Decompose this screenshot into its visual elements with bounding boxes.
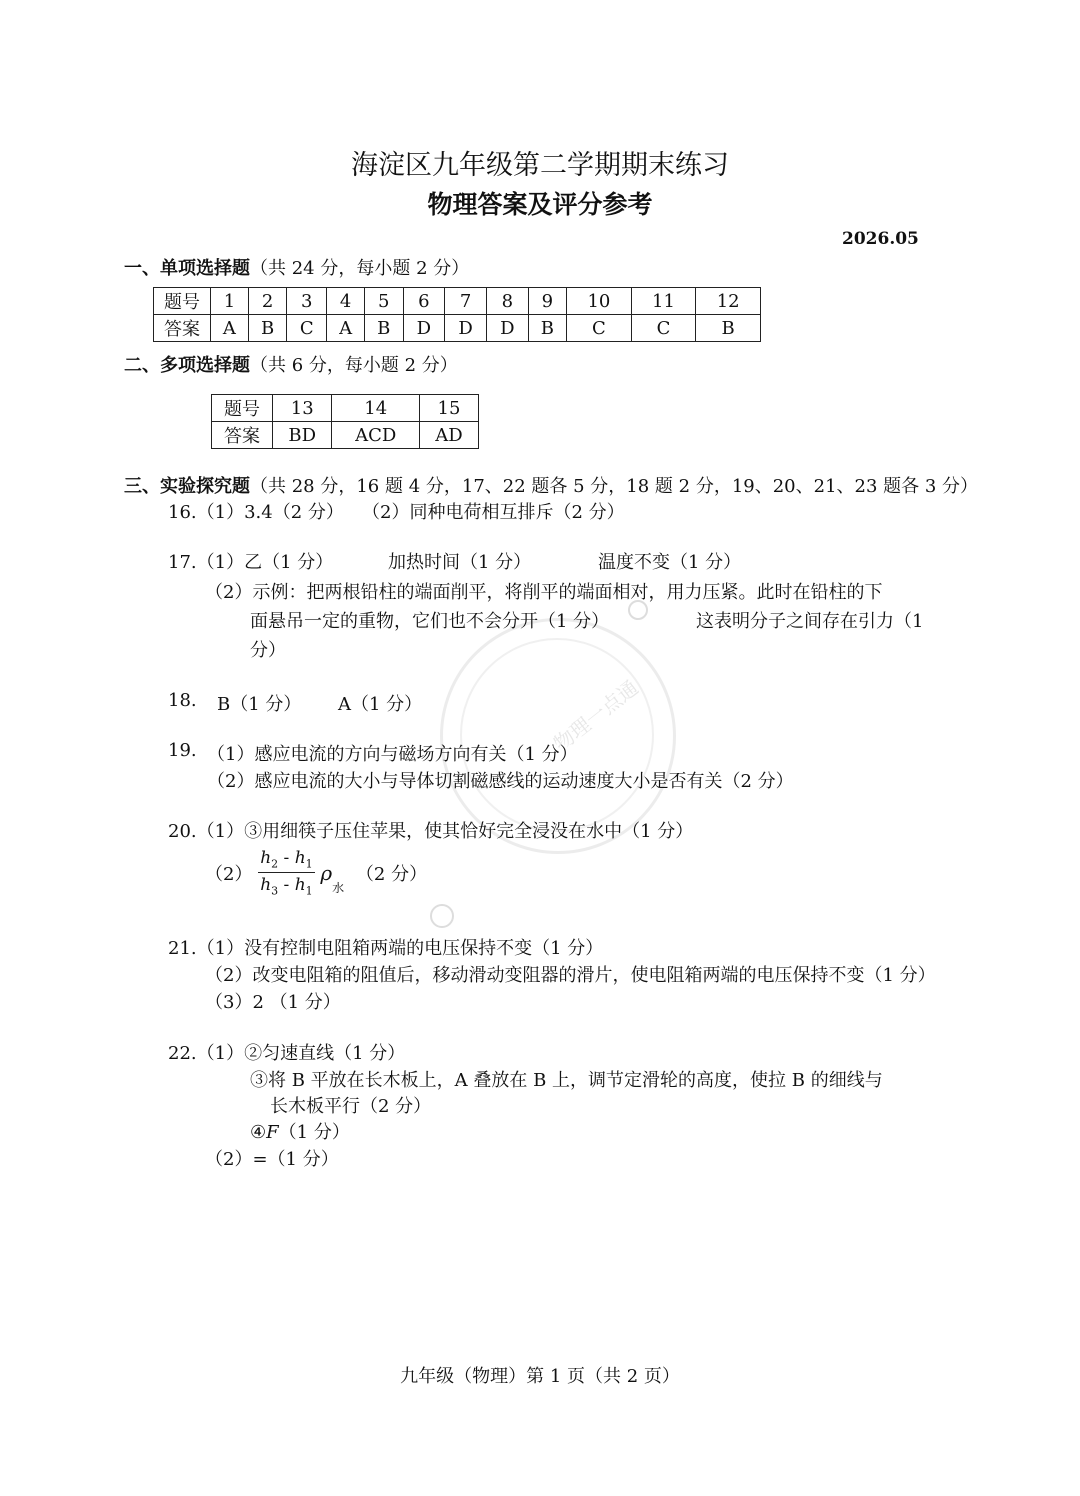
watermark-text: 物理一点通 bbox=[549, 675, 643, 756]
table-cell: 2 bbox=[248, 288, 286, 315]
q20-part2 bbox=[205, 848, 427, 898]
table-cell: 9 bbox=[528, 288, 566, 315]
section2-heading bbox=[124, 351, 458, 377]
q18-number: 18. bbox=[168, 690, 197, 711]
subscript: 1 bbox=[305, 857, 313, 871]
q21-part3: （3）2 （1 分） bbox=[205, 992, 341, 1013]
table-cell: 10 bbox=[567, 288, 632, 315]
table-cell: 13 bbox=[273, 395, 332, 422]
row-label: 题号 bbox=[212, 395, 273, 422]
q18-part1: B（1 分） bbox=[217, 694, 302, 715]
table-cell: 3 bbox=[287, 288, 327, 315]
table-cell: 1 bbox=[211, 288, 249, 315]
rho-subscript: 水 bbox=[332, 880, 345, 895]
table-cell: C bbox=[287, 315, 327, 342]
section1-heading bbox=[124, 254, 469, 280]
q16-part2: （2）同种电荷相互排斥（2 分） bbox=[362, 502, 625, 523]
table-cell: 14 bbox=[332, 395, 420, 422]
section3-note: （共 28 分，16 题 4 分，17、22 题各 5 分，18 题 2 分，19、20、21、23 题各 3 分） bbox=[250, 476, 979, 497]
table-row bbox=[154, 315, 761, 342]
q16-part1: 16.（1）3.4（2 分） bbox=[168, 502, 344, 523]
table-cell: D bbox=[403, 315, 445, 342]
step-score: （1 分） bbox=[278, 1122, 350, 1143]
q18-part2: A（1 分） bbox=[338, 694, 423, 715]
q19-number: 19. bbox=[168, 740, 197, 761]
row-label: 题号 bbox=[154, 288, 211, 315]
fraction-numerator: $h_2 - h_1$ bbox=[258, 848, 314, 873]
q17-part1c: 温度不变（1 分） bbox=[598, 552, 742, 573]
subscript: 3 bbox=[271, 884, 279, 898]
q20-part2-score: （2 分） bbox=[355, 863, 428, 885]
q17-part2-line2: 面悬吊一定的重物，它们也不会分开（1 分） bbox=[250, 611, 610, 632]
table-cell: B bbox=[696, 315, 761, 342]
table-cell: B bbox=[365, 315, 403, 342]
table-row bbox=[212, 395, 479, 422]
q20-part2-label: （2） bbox=[205, 863, 253, 885]
table-cell: A bbox=[327, 315, 365, 342]
fraction-denominator: $h_3 - h_1$ bbox=[260, 875, 313, 898]
section3-title: 三、实验探究题 bbox=[124, 476, 250, 497]
table-cell: A bbox=[211, 315, 249, 342]
table-cell: 5 bbox=[365, 288, 403, 315]
fraction-formula bbox=[258, 848, 314, 898]
table-cell: 6 bbox=[403, 288, 445, 315]
table-cell: 8 bbox=[486, 288, 528, 315]
section1-note: （共 24 分，每小题 2 分） bbox=[250, 258, 470, 279]
table-cell: D bbox=[486, 315, 528, 342]
q20-part1: 20.（1）③用细筷子压住苹果，使其恰好完全浸没在水中（1 分） bbox=[168, 821, 694, 842]
section2-note: （共 6 分，每小题 2 分） bbox=[250, 355, 458, 376]
table-cell: B bbox=[528, 315, 566, 342]
q19-part1: （1）感应电流的方向与磁场方向有关（1 分） bbox=[207, 744, 578, 765]
table-cell: BD bbox=[273, 422, 332, 449]
var-h: h bbox=[294, 875, 306, 896]
q17-part2-line1: （2）示例：把两根铅柱的端面削平，将削平的端面相对，用力压紧。此时在铅柱的下 bbox=[205, 582, 883, 603]
watermark-dot bbox=[430, 904, 454, 928]
step-marker: ④ bbox=[250, 1122, 267, 1143]
table-cell: C bbox=[631, 315, 696, 342]
q22-step3-line2: 长木板平行（2 分） bbox=[270, 1096, 432, 1117]
q22-part1: 22.（1）②匀速直线（1 分） bbox=[168, 1043, 406, 1064]
var-h: h bbox=[260, 848, 272, 868]
table-cell: D bbox=[445, 315, 487, 342]
q21-part1: 21.（1）没有控制电阻箱两端的电压保持不变（1 分） bbox=[168, 938, 604, 959]
table-cell: 7 bbox=[445, 288, 487, 315]
table-cell: C bbox=[567, 315, 632, 342]
table-cell: AD bbox=[420, 422, 479, 449]
table-row bbox=[154, 288, 761, 315]
row-label: 答案 bbox=[212, 422, 273, 449]
q21-part2: （2）改变电阻箱的阻值后，移动滑动变阻器的滑片，使电阻箱两端的电压保持不变（1 分） bbox=[205, 965, 936, 986]
q17-part1: 17.（1）乙（1 分） bbox=[168, 552, 334, 573]
section1-answer-table bbox=[153, 287, 761, 342]
section2-title: 二、多项选择题 bbox=[124, 355, 250, 376]
page-footer: 九年级（物理）第 1 页（共 2 页） bbox=[400, 1366, 680, 1387]
rho-symbol: ρ bbox=[320, 860, 333, 885]
q22-step3-line1: ③将 B 平放在长木板上，A 叠放在 B 上，调节定滑轮的高度，使拉 B 的细线与 bbox=[250, 1070, 883, 1091]
var-h: h bbox=[294, 848, 306, 868]
var-h: h bbox=[260, 875, 272, 896]
table-cell: 4 bbox=[327, 288, 365, 315]
var-f: F bbox=[266, 1122, 279, 1143]
q22-part2: （2）=（1 分） bbox=[205, 1149, 339, 1170]
section1-title: 一、单项选择题 bbox=[124, 258, 250, 279]
page-subtitle: 物理答案及评分参考 bbox=[427, 190, 653, 219]
subscript: 2 bbox=[271, 857, 279, 871]
q22-step4 bbox=[250, 1118, 350, 1144]
section2-answer-table bbox=[211, 394, 479, 449]
table-cell: ACD bbox=[332, 422, 420, 449]
q17-part1b: 加热时间（1 分） bbox=[388, 552, 532, 573]
table-cell: 15 bbox=[420, 395, 479, 422]
q17-part2-line2b: 这表明分子之间存在引力（1 bbox=[696, 611, 924, 632]
table-cell: 11 bbox=[631, 288, 696, 315]
table-cell: B bbox=[248, 315, 286, 342]
table-row bbox=[212, 422, 479, 449]
q17-part2-line3: 分） bbox=[250, 640, 286, 661]
section3-heading bbox=[124, 472, 978, 498]
exam-date: 2026.05 bbox=[842, 229, 919, 249]
subscript: 1 bbox=[305, 884, 313, 898]
page-title: 海淀区九年级第二学期期末练习 bbox=[351, 150, 729, 181]
row-label: 答案 bbox=[154, 315, 211, 342]
table-cell: 12 bbox=[696, 288, 761, 315]
q19-part2: （2）感应电流的大小与导体切割磁感线的运动速度大小是否有关（2 分） bbox=[207, 771, 794, 792]
